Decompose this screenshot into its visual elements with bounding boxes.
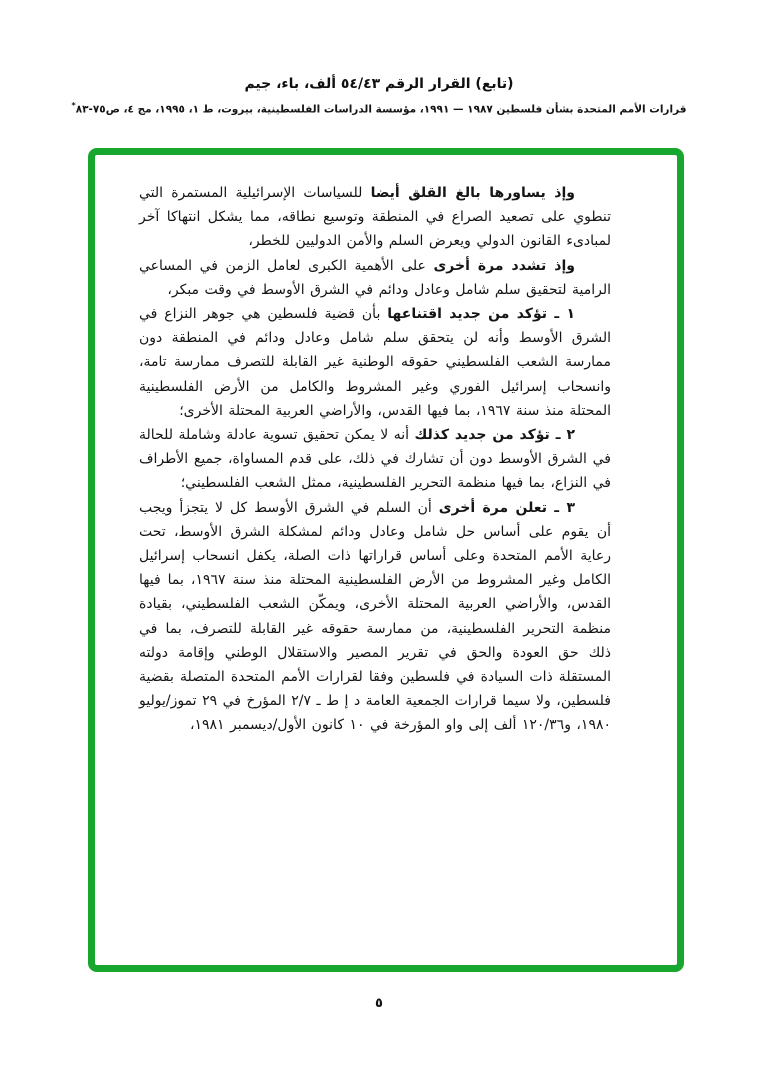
- paragraph-body-text: أنه لا يمكن تحقيق تسوية عادلة وشاملة للحالة في الشرق الأوسط دون أن تشارك في ذلك، على قدم المساواة، جميع الأطراف في النزاع، بما فيها منظمة التحرير الفلسطينية، ممثل الشعب الفلسطيني؛: [139, 427, 611, 492]
- paragraph-item-marker: ٢ ـ: [549, 427, 575, 444]
- paragraph-bold-lead: وإذ تشدد مرة أخرى: [433, 257, 575, 274]
- resolution-paragraph: [139, 254, 611, 302]
- paragraph-bold-lead: تعلن مرة أخرى: [438, 499, 547, 516]
- resolution-paragraph: [139, 181, 611, 254]
- footnote-mark: *: [71, 101, 76, 110]
- paragraph-body-text: على الأهمية الكبرى لعامل الزمن في المساعي الرامية لتحقيق سلم شامل وعادل ودائم في الشرق الأوسط في وقت مبكر،: [139, 257, 611, 298]
- paragraph-bold-lead: وإذ يساورها بالغ القلق أيضا: [370, 185, 575, 201]
- paragraph-bold-lead: تؤكد من جديد اقتناعها: [387, 306, 547, 323]
- page-header: [0, 76, 758, 116]
- resolution-paragraphs: [139, 181, 611, 738]
- paragraph-body-text: أن السلم في الشرق الأوسط كل لا يتجزأ ويجب أن يقوم على أساس حل شامل وعادل ودائم لمشكلة الشرق الأوسط، تحت رعاية الأمم المتحدة وعلى أساس قراراتها ذات الصلة، يكفل انسحاب إسرائيل الكامل وغير المشروط من الأرض الفلسطينية المحتلة منذ سنة ١٩٦٧، بما فيها القدس، والأراضي العربية المحتلة الأخرى، ويمكّن الشعب الفلسطيني، بقيادة منظمة التحرير الفلسطينية، من ممارسة حقوقه غير القابلة للتصرف، بما في ذلك حق العودة والحق في تقرير المصير والاستقلال الوطني وإقامة دولته المستقلة ذات السيادة في فلسطين وفقا لقرارات الأمم المتحدة المتصلة بقضية فلسطين، ولا سيما قرارات الجمعية العامة د إ ط ـ ٢/٧ المؤرخ في ٢٩ تموز/يوليو ١٩٨٠، و١٢٠/٣٦ ألف إلى واو المؤرخة في ١٠ كانون الأول/ديسمبر ١٩٨١،: [139, 499, 611, 734]
- paragraph-bold-lead: تؤكد من جديد كذلك: [414, 427, 550, 444]
- resolution-paragraph: [139, 423, 611, 496]
- resolution-title: (تابع) القرار الرقم ٥٤/٤٣ ألف، باء، جيم: [244, 76, 514, 92]
- source-citation-text: قرارات الأمم المتحدة بشأن فلسطين ١٩٨٧ — ١٩٩١، مؤسسة الدراسات الفلسطينية، بيروت، ط ١، ١٩٩٥، مج ٤، ص٧٥-٨٣: [75, 103, 687, 116]
- source-citation-line: [0, 101, 758, 116]
- page-number: ٥: [375, 996, 383, 1011]
- paragraph-item-marker: ١ ـ: [547, 306, 575, 323]
- resolution-paragraph: [139, 302, 611, 423]
- resolution-paragraph: [139, 496, 611, 738]
- paragraph-body-text: للسياسات الإسرائيلية المستمرة التي تنطوي على تصعيد الصراع في المنطقة وتوسيع نطاقه، مما يشكل انتهاكا آخر لمبادىء القانون الدولي ويعرض السلم والأمن الدوليين للخطر،: [139, 185, 611, 250]
- paragraph-body-text: بأن قضية فلسطين هي جوهر النزاع في الشرق الأوسط وأنه لن يتحقق سلم شامل وعادل ودائم في المنطقة دون ممارسة الشعب الفلسطيني حقوقه الوطنية غير القابلة للتصرف ممارسة تامة، وانسحاب إسرائيل الفوري وغير المشروط والكامل من الأرض الفلسطينية المحتلة منذ سنة ١٩٦٧، بما فيها القدس، والأراضي العربية المحتلة الأخرى؛: [139, 306, 611, 419]
- resolution-text-box: [88, 148, 684, 972]
- page-footer: [0, 992, 758, 1011]
- paragraph-item-marker: ٣ ـ: [546, 499, 575, 516]
